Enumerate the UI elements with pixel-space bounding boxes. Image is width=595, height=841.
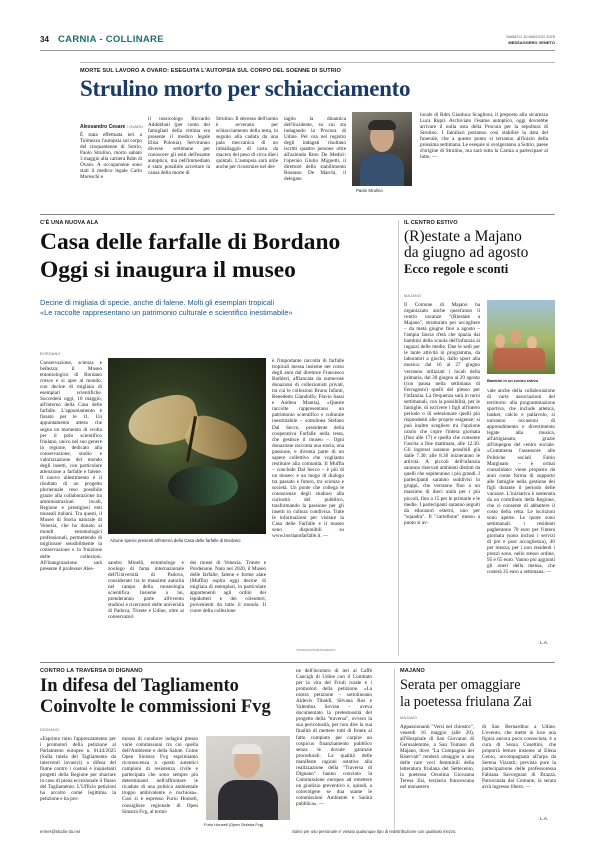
headline-line: Oggi si inaugura il museo [40,257,296,283]
headline-line: la poetessa friulana Zai [400,694,532,710]
photo-caption: Furio Honsell (Open Sinistra Fvg) [204,822,264,827]
article-column: vale anche della collaborazione di varie associazioni del territorio: alla programmazione sportiva, che include atletica, basket, calcio e pallavolo, si uniranno occasioni di apprendimento e divertimento legate alla musica, all'artigianato, grazie all'impegno del centro sociale. «Commenta l'assessore alle Politiche sociali Fabio Marginato – è ormai consolidato: viene proposto da anni come forma di supporto alle famiglie nella gestione dei figli durante il periodo delle vacanze. L'iniziativa è sostenuta da un contributo della Regione, che ci consente di abbattere il costo della retta. Le iscrizioni sono aperte. Le quote sono settimanali: i residenti pagheranno 70 euro per l'intera giornata (sono inclusi i servizi di pre e post accoglienza), 40 per mezza; per i non residenti i prezzi sono, nello stesso ordine, 95 e 65 euro. Vanno poi aggiunti gli oneri della mensa, che costerà 35 euro a settimana. — [487,388,555,576]
article-column: taglio la dinamica dell'incidente, su cui sta indagando la Procura di Udine. Per ora nel registro degli indagati risultano iscritti quattro persone oltre all'azienda Rmo De Medici: l'operaio Giulio Mignetti, il direttore dello stabilimento Rossano De Marchi, il delegato [284,116,346,183]
article-column: di San Bernardino a Udine. L'evento, che mette in luce una figura ancora poco conosciuta, è a cura di Sonia Cosettini, che proporrà letture insieme al Elena Genio, accompagnata all'arpa da Serena Vizzutti; prevista pure la partecipazione delle professoressa Fabiana Savorgnani di Brazzà. Patrocinata dal Comune, la serata avrà ingresso libero. — [482,724,556,791]
article-kicker: MAJANO [400,668,425,674]
column-divider [394,668,395,828]
article-kicker: MORTE SUL LAVORO A OVARO: ESEGUITA L'AUTOPSIA SUL CORPO DEL SOENNE DI SUTRIO [80,68,341,74]
header-rule [40,50,555,51]
summer-camp-photo [487,300,555,374]
article-headline: Strulino morto per schiacciamento [80,76,411,101]
column-divider [398,220,399,656]
article-headline [400,677,558,711]
portrait-photo [206,736,290,820]
photo-caption: Paolo Strulino [356,188,383,193]
headline-line: da giugno ad agosto [404,244,529,261]
byline [80,124,143,130]
photo-caption: Bambini in un centro estivo [487,378,539,383]
headline-line: (R)estate a Majano [404,228,522,245]
butterfly-photo [108,358,266,534]
article-column: Appassionanti "Versi nel chiostro", venerdì 16 maggio (alle 20), all'Hospitale di San Giovanni di Gerusalemme, a San Tomaso di Majano, dove "La Compagnia dei Riservati" renderà omaggio a una delle rare voci femminili della letteratura friulana del Settecento, la poetessa Orsolina Giovanna Teresa Zai, terziaria francescana nel monastero [400,724,474,791]
article-deck [40,298,400,318]
article-column: dei musei di Venezia, Trieste e Pordenone. Nato nel 2020, il Museo delle farfalle, falene e forme alate (Muffla) ospita oggi decine di migliaia di esemplari, in particolare appartenenti agli ordini dei lepidotteri e dei coleotteri, provenienti da tutto il mondo. Il cuore della collezione [190,560,266,615]
article-headline [404,229,559,277]
location-tag: MAJANO [400,716,418,720]
portrait-photo [352,112,412,186]
footer-email: ermes@studio-3a.net [40,829,81,834]
author-initials: L.A. [540,640,549,645]
deck-line: Decine di migliaia di specie, anche di falene. Molti gli esemplari tropicali [40,298,275,307]
article-column: sandro Minelli, entomologo e zoologo di fama internazionale dell'Università di Padova, considerato tra le massime autorità nel campo della museologia scientifica. Insieme a lui, prenderanno parte all'evento studiosi e ricercatori delle università di Padova, Trieste e Udine, oltre ai conservatori [108,560,184,621]
article-kicker: CONTRO LA TRAVERSA DI DIGNANO [40,668,143,674]
deck-line: «Le raccolte rappresentano un patrimonio culturale e scientifico inestimabile» [40,308,293,317]
divider [80,62,555,63]
page-number: 34 [40,35,49,44]
footer-notice: Salvo per uso personale e' vietato qualunque tipo di redistribuzione con qualsiasi mezzo. [292,829,457,834]
location-tag: DIGNANO [40,728,60,732]
photo-caption: Alcune specie presenti all'interno della Casa delle farfalle di Bordano [110,538,241,543]
author-initials: L.A. [540,816,549,821]
article-column: il tossicologo Riccardo Addobbati (per conto dei famigliari della vittima era presente il medico legale Elisa Polonia). Serviranno diverse settimane per conoscere gli esiti dell'esame autoptico, ma nell'immediato è stato possibile accertare la causa della morte di [148,116,210,177]
section-rule [40,662,555,663]
article-column: ne dell'incontro di ieri al Caffè Caucigh di Udine con il Comitato per la vita del Friuli rurale e i promotori della petizione. «La nostra petizione – sottolineano Aldevis Tibaldi, Silvana Ros e Valentina Sovran – aveva documentato la pretestuosità del progetto della "traversa", ovvero la sua pericolosità, per non dire la sua finalità di mettere tutti di fronte al fatto compiuto per carpire un cospicuo finanziamento pubblico senza le dovute garanzie procedurali. La qualità delle manifeste ragioni ostative alla realizzazione della "Traversa di Dignano" hanno convinto la Commissione europea ad emettere un giudizio preventivo e, quindi, a coinvolgere se dua stante le commissioni Ambiente e Sanità pubblica». — [296,668,372,808]
location-tag: BORDANO [40,352,61,356]
location-tag: MAJANO [404,294,422,298]
section-rule [40,214,555,215]
article-column: mosso di condurre indagini presso varie commissioni tra cui quella dell'Ambiente e della Salute. Come Open Sinistra Fvg esprimiamo riconoscenza a questi autentici campioni di resistenza civile e partecipata che sono sempre più determinanti nell'affrontare le ricadute di una politica ambientale troppo ambivalente e rischiosa». Così si è espresso Furio Honsell, consigliere regionale di Open Sinistra Fvg, al termi- [122,736,198,815]
article-column: Il Comune di Majano ha organizzato anche quest'anno il centro vacanze "(R)estate a Majano", strutturato per accogliere – da metà giugno fino a agosto – l'ampia fascia d'età che spazia dai bambini della scuola dell'infanzia ai ragazzi delle medie. Due le sedi per le tante attività in programma, da laboratori a giochi, dallo sport alla musica: dal 16 al 27 giugno verranno utilizzati i locali della primaria, dal 30 giugno al 29 agosto (con pausa nella settimana di Ferragosto) quelli del plesso per l'infanzia. La frequenza sarà in turni settimanali, con la possibilità, per le famiglie, di iscrivere i figli all'intero periodo o di selezionare quelli più rispondenti alle proprie esigenze; si può inoltre scegliere tra l'opzione orario che copre l'intera giornata (fino alle 17) e quella che consente l'uscita a fine mattinata, alle 12.30. Gli ingressi saranno possibili già dalle 7.30; alle 8.30 inizieranno le attività. A piccoli dell'infanzia saranno riservati ambienti distinti da quelli che ospiteranno i più grandi. I partecipanti saranno suddivisi in gruppi, che verranno fino a un massimo di dieci unità per i più piccoli, fino a 15 per le primarie e le medie. I partecipanti saranno seguiti da educatori esterni, uno per "squadra". Il "cartellone" messo a punto si av- [404,302,480,526]
headline-line: In difesa del Tagliamento [40,676,239,696]
headline-line: Casa delle farfalle di Bordano [40,229,341,255]
article-column: È stata effettuata ieri a Tolmezzo l'autopsia sul corpo del cinquantenne di Sutrio, Paolo Strulino, morto sabato 3 maggio alla cartiera Rdm di Ovaro. A occuparsene sono stati il medico legale Carlo Moreschi e [80,132,142,181]
article-column: locale di Rdm Gianluca Scaglioni, il preposto alla sicurezza Luca Rupil. Archiviato l'esame autoptico, oggi dovrebbe arrivare il nulla osta della Procura per la sepoltura di Strulino. I familiari potranno così stabilire la data del funerale, che a questo punto si terranno all'inizio della prossima settimana. Le esequie si svolgeranno a Sutrio, paese d'origine di Strulino, ma sarà tutta la Carnia a partecipare al lutto. — [420,112,548,161]
article-kicker: IL CENTRO ESTIVO [404,220,458,226]
article-headline [40,228,400,284]
byline-place: / OVARO [126,124,144,129]
article-column: Conservazione, scienza e bellezza: il Museo entomologico di Bordano cresce e si apre al mondo, con decine di migliaia di esemplari scientifiche. Succederà oggi, 10 maggio, all'interno della Casa delle farfalle. L'appuntamento è fissato per le 11. Un appuntamento atteso che segna un momento di svolta per il polo scientifico friulano, unico nel suo genere in regione, dedicato alla conservazione, studio e valorizzazione del mondo degli insetti, con particolare attenzione a farfalle e falene. Il nuovo allestimento è il risultato di un progetto pluriennale reso possibile grazie alla collaborazione tra amministrazioni locali, Regione e prestigiosi enti museali italiani. Tra questi, il Museo di Storia naturale di Venezia, che ha donato ai mondi entomologici professionali, permettendo di migliorare sensibilmente la conservazione e la fruizione delle collezioni. All'inaugurazione sarà presente il professor Ales- [40,360,102,572]
copyright-note: ©RIPRODUZIONE RISERVATA [296,648,336,652]
publication-name: MESSAGGERO VENETO [508,40,555,45]
section-title: CARNIA - COLLINARE [58,34,164,45]
byline-name: Alessandro Cesare [80,124,126,130]
article-kicker: C'È UNA NUOVA ALA [40,220,99,226]
article-column: Strulino. Il decesso dell'uomo è avvenuto per schiacciamento della testa, in seguito alla caduta da una pala meccanica di un imballaggio di carta da macero del peso di circa dieci quintali. L'autopsia sarà utile anche per ricostruire nel det- [216,116,278,171]
article-column: «Esprimo tutto l'apprezzamento per i promotori della petizione al Parlamento europeo n. 0144/2025 (Sulla tutela del Tagliamento da interventi invasivi) a difesa del fiume contro i costosi e inquietanti progetti della Regione per sbarrare in caso di piena eccezionale il flusso del Tagliamento. L'Ufficio petizioni ha accolto come legittima la petizione e ha pro- [40,736,116,803]
article-column: è l'importante raccolta di farfalle tropicali messa insieme nel corso degli anni dal direttore Francesco Barbieri, affiancata da numerose donazioni di collezionisti privati, tra cui le collezioni Bruno Infanti, Benedetto Giandolfo, Flavio Sassi e Andrea Mantiaj. «Queste raccolte rappresentano un patrimonio scientifico e culturale inestimabile – sottolinea Stefano Dal Secco, presidente della cooperativa Farfalle nella testa, che gestisce il museo –. Ogni donazione racconta una storia, una passione, e diventa parte di un sapere collettivo che vogliamo restituire alla comunità. Il Muffla – conclude Dal Secco – è più di un museo: è un luogo di dialogo tra passato e futuro, tra scienza e società. Un ponte che collega le conoscenze degli studiosi alla curiosità del pubblico, trasformando la passione per gli insetti in cultura condivisa. Tutte le informazioni per visitare la Casa delle Farfalle e il museo sono disponibili su www.bordanofarfalle.it. — [272,358,344,540]
headline-line: Serata per omaggiare [400,677,521,693]
article-headline [40,676,340,718]
headline-line: Ecco regole e sconti [404,262,509,276]
issue-date: SABATO 10 MAGGIO 2025 [506,34,555,39]
headline-line: Coinvolte le commissioni Fvg [40,697,271,717]
